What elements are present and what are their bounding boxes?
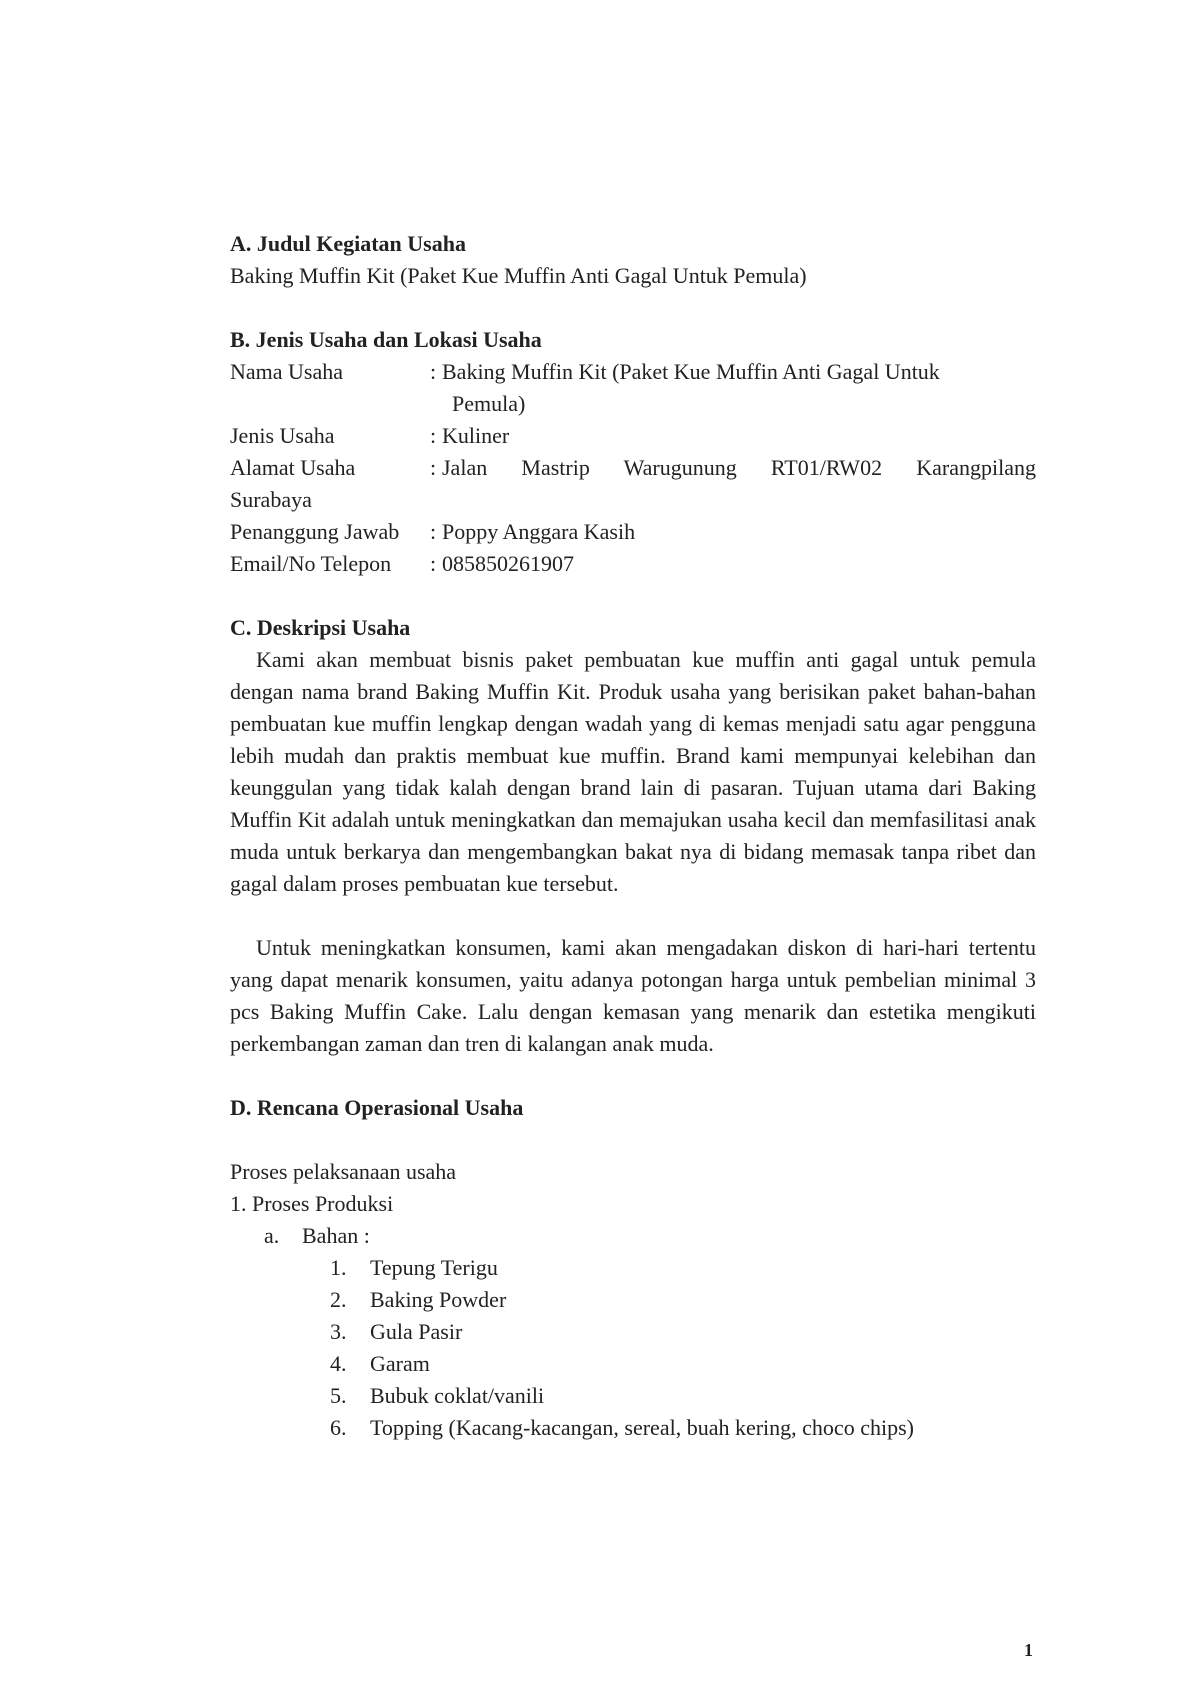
list-item xyxy=(230,1380,1036,1412)
email-telepon-row xyxy=(230,548,1036,580)
list-item-number: 2. xyxy=(330,1287,347,1312)
list-item xyxy=(230,1348,1036,1380)
jenis-usaha-label: Jenis Usaha xyxy=(230,423,335,448)
colon: : xyxy=(430,423,437,448)
colon: : xyxy=(430,519,437,544)
list-item-text: Gula Pasir xyxy=(370,1319,463,1344)
bahan-label: Bahan : xyxy=(302,1223,370,1248)
penanggung-jawab-label: Penanggung Jawab xyxy=(230,519,400,544)
document-body xyxy=(230,228,1036,1444)
proses-produksi-item: 1. Proses Produksi xyxy=(230,1191,394,1216)
jenis-usaha-value: Kuliner xyxy=(442,423,510,448)
list-item xyxy=(230,1284,1036,1316)
list-item-text: Topping (Kacang-kacangan, sereal, buah kering, choco chips) xyxy=(370,1415,914,1440)
alamat-usaha-row xyxy=(230,452,1036,484)
penanggung-jawab-value: Poppy Anggara Kasih xyxy=(442,519,636,544)
email-telepon-label: Email/No Telepon xyxy=(230,551,392,576)
nama-usaha-row xyxy=(230,356,1036,420)
colon: : xyxy=(430,551,437,576)
alamat-usaha-label: Alamat Usaha xyxy=(230,455,356,480)
list-item-text: Bubuk coklat/vanili xyxy=(370,1383,545,1408)
nama-usaha-value-line-2: Pemula) xyxy=(452,391,526,416)
business-info-table xyxy=(230,356,1036,580)
colon: : xyxy=(430,359,437,384)
section-d-heading: D. Rencana Operasional Usaha xyxy=(230,1095,524,1120)
jenis-usaha-row xyxy=(230,420,1036,452)
nama-usaha-value xyxy=(442,356,1036,420)
list-item-text: Baking Powder xyxy=(370,1287,507,1312)
list-item-number: 6. xyxy=(330,1415,347,1440)
section-a-text: Baking Muffin Kit (Paket Kue Muffin Anti Gagal Untuk Pemula) xyxy=(230,263,807,288)
email-telepon-value: 085850261907 xyxy=(442,551,574,576)
colon: : xyxy=(430,455,437,480)
list-item-number: 1. xyxy=(330,1255,347,1280)
list-item-number: 4. xyxy=(330,1351,347,1376)
alamat-usaha-value-line-1: Jalan Mastrip Warugunung RT01/RW02 Karangpilang xyxy=(442,455,1036,480)
list-item-number: 5. xyxy=(330,1383,347,1408)
list-item xyxy=(230,1316,1036,1348)
section-a-heading: A. Judul Kegiatan Usaha xyxy=(230,231,466,256)
bahan-subitem xyxy=(230,1220,1036,1252)
page-number: 1 xyxy=(1024,1640,1033,1660)
section-d-intro: Proses pelaksanaan usaha xyxy=(230,1159,457,1184)
section-c-heading: C. Deskripsi Usaha xyxy=(230,615,411,640)
penanggung-jawab-row xyxy=(230,516,1036,548)
list-item-number: 3. xyxy=(330,1319,347,1344)
nama-usaha-value-line-1: Baking Muffin Kit (Paket Kue Muffin Anti Gagal Untuk xyxy=(442,359,940,384)
list-item xyxy=(230,1412,1036,1444)
section-b-heading: B. Jenis Usaha dan Lokasi Usaha xyxy=(230,327,542,352)
section-c-paragraph-1: Kami akan membuat bisnis paket pembuatan kue muffin anti gagal untuk pemula dengan nama brand Baking Muffin Kit. Produk usaha yang berisikan paket bahan-bahan pembuatan kue muffin lengkap dengan wadah yang di kemas menjadi satu agar pengguna lebih mudah dan praktis membuat kue muffin. Brand kami mempunyai kelebihan dan keunggulan yang tidak kalah dengan brand lain di pasaran. Tujuan utama dari Baking Muffin Kit adalah untuk meningkatkan dan memajukan usaha kecil dan memfasilitasi anak muda untuk berkarya dan mengembangkan bakat nya di bidang memasak tanpa ribet dan gagal dalam proses pembuatan kue tersebut. xyxy=(230,647,1036,896)
section-c-paragraph-2: Untuk meningkatkan konsumen, kami akan mengadakan diskon di hari-hari tertentu yang dapat menarik konsumen, yaitu adanya potongan harga untuk pembelian minimal 3 pcs Baking Muffin Cake. Lalu dengan kemasan yang menarik dan estetika mengikuti perkembangan zaman dan tren di kalangan anak muda. xyxy=(230,935,1036,1056)
bahan-list xyxy=(230,1252,1036,1444)
list-item-text: Tepung Terigu xyxy=(370,1255,498,1280)
bahan-marker: a. xyxy=(264,1223,280,1248)
list-item-text: Garam xyxy=(370,1351,430,1376)
list-item xyxy=(230,1252,1036,1284)
nama-usaha-label: Nama Usaha xyxy=(230,359,344,384)
alamat-usaha-value-line-2: Surabaya xyxy=(230,487,312,512)
